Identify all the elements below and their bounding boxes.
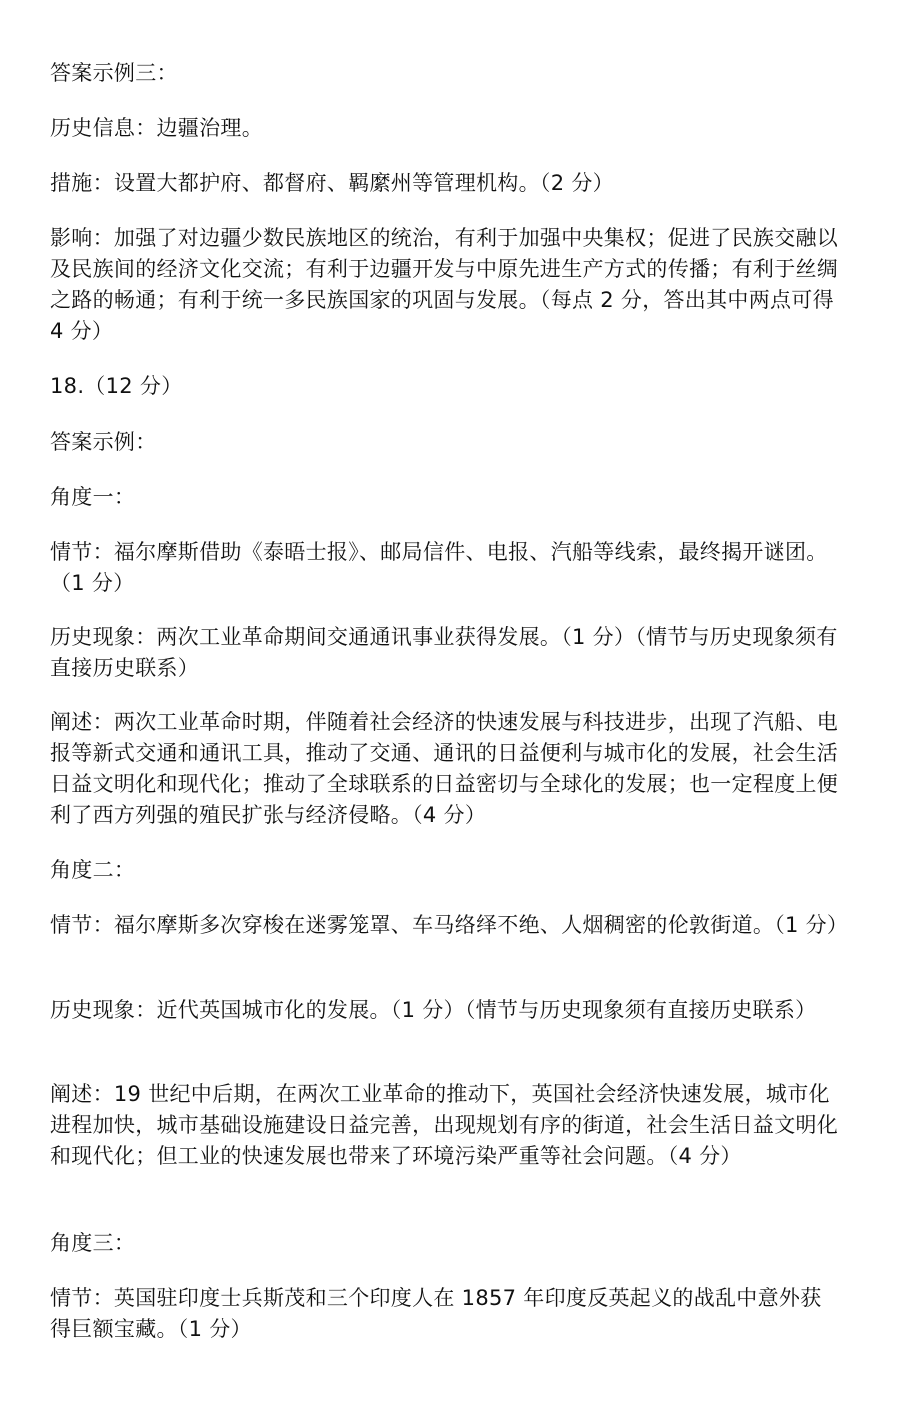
answer-example-three-heading: 答案示例三：: [50, 61, 178, 85]
angle-one-heading: 角度一：: [50, 485, 136, 509]
angle-three-heading: 角度三：: [50, 1231, 136, 1255]
answer-example-heading: 答案示例：: [50, 430, 157, 454]
angle-two-plot: 情节：福尔摩斯多次穿梭在迷雾笼罩、车马络绎不绝、人烟稠密的伦敦街道。（1 分）: [50, 913, 849, 937]
measures-line: 措施：设置大都护府、都督府、羁縻州等管理机构。（2 分）: [50, 171, 614, 195]
angle-one-plot: 情节：福尔摩斯借助《泰晤士报》、邮局信件、电报、汽船等线索，最终揭开谜团。（1 分）: [50, 540, 828, 595]
angle-two-elaboration: 阐述：19 世纪中后期，在两次工业革命的推动下，英国社会经济快速发展，城市化进程加快，城市基础设施建设日益完善，出现规划有序的街道，社会生活日益文明化和现代化；但工业的快速发展也带来了环境污染严重等社会问题。（4 分）: [50, 1082, 839, 1168]
angle-one-phenomenon: 历史现象：两次工业革命期间交通通讯事业获得发展。（1 分）（情节与历史现象须有直接历史联系）: [50, 625, 838, 680]
angle-one-elaboration: 阐述：两次工业革命时期，伴随着社会经济的快速发展与科技进步，出现了汽船、电报等新式交通和通讯工具，推动了交通、通讯的日益便利与城市化的发展，社会生活日益文明化和现代化；推动了全球联系的日益密切与全球化的发展；也一定程度上便利了西方列强的殖民扩张与经济侵略。（4 分）: [50, 710, 839, 827]
angle-two-heading: 角度二：: [50, 858, 136, 882]
angle-three-plot: 情节：英国驻印度士兵斯茂和三个印度人在 1857 年印度反英起义的战乱中意外获得巨额宝藏。（1 分）: [50, 1286, 822, 1341]
angle-two-phenomenon: 历史现象：近代英国城市化的发展。（1 分）（情节与历史现象须有直接历史联系）: [50, 998, 817, 1022]
question-18-heading: 18.（12 分）: [50, 374, 183, 398]
impact-paragraph: 影响：加强了对边疆少数民族地区的统治，有利于加强中央集权；促进了民族交融以及民族间的经济文化交流；有利于边疆开发与中原先进生产方式的传播；有利于丝绸之路的畅通；有利于统一多民族国家的巩固与发展。（每点 2 分，答出其中两点可得 4 分）: [50, 226, 839, 343]
historical-info-line: 历史信息：边疆治理。: [50, 116, 263, 140]
